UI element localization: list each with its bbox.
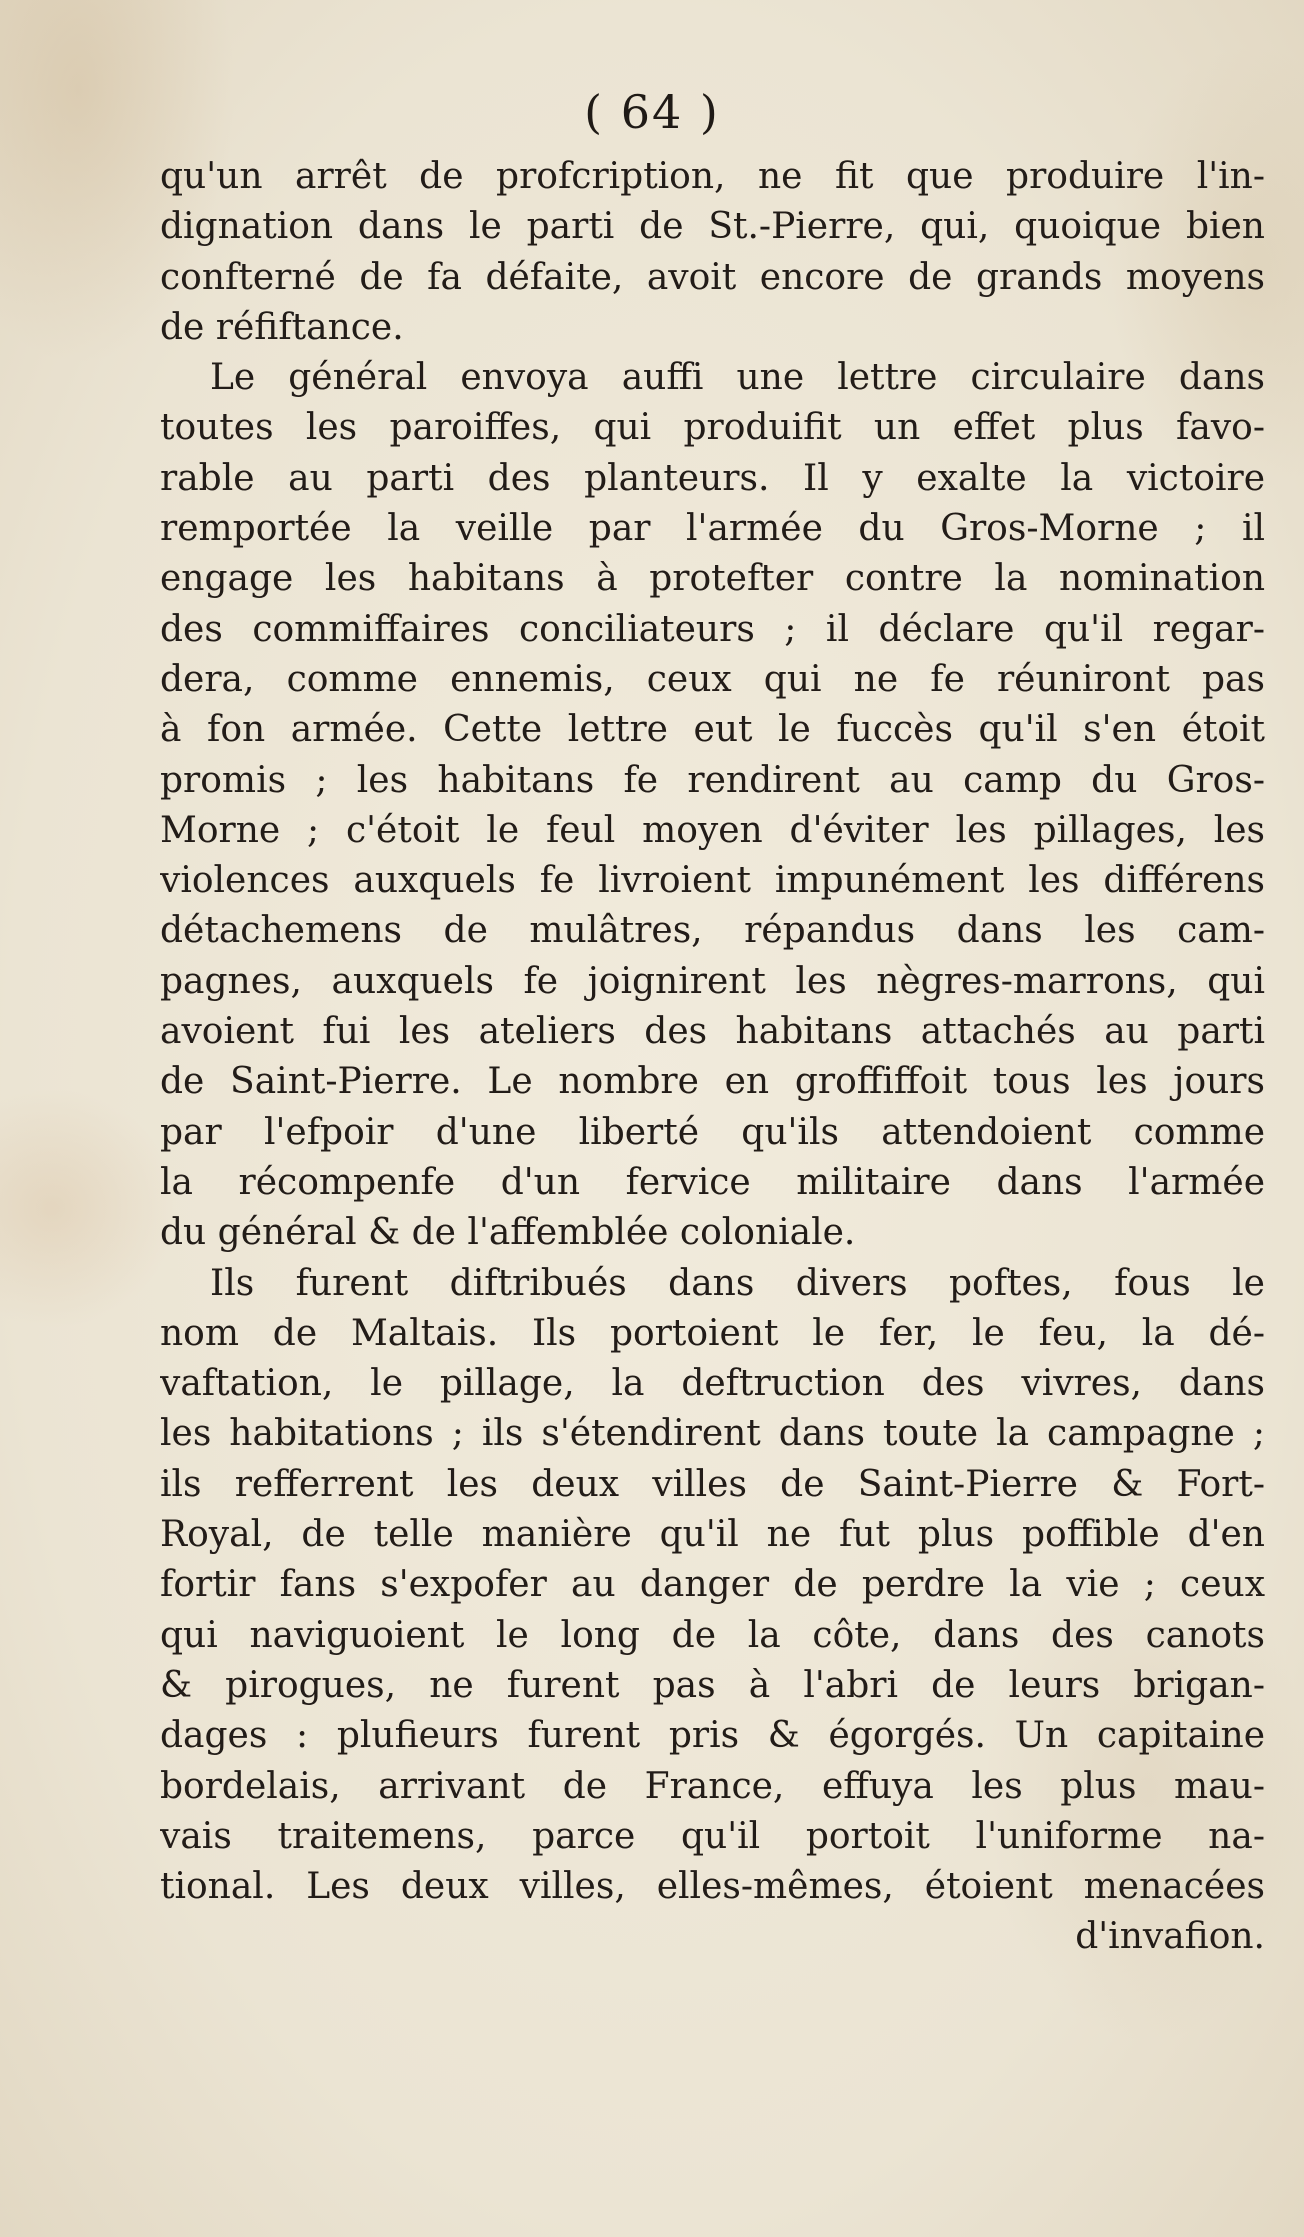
text-line: détachemens de mulâtres, répandus dans les cam- — [160, 910, 1265, 952]
text-line: de Saint-Pierre. Le nombre en groffiffoit tous les jours — [160, 1061, 1265, 1103]
paragraph-end-line: du général & de l'affemblée coloniale. — [160, 1212, 856, 1254]
paragraph-end-line: de réfiftance. — [160, 306, 404, 348]
text-line: vaftation, le pillage, la deftruction des vivres, dans — [160, 1363, 1265, 1405]
text-line: qu'un arrêt de profcription, ne fit que produire l'in- — [160, 156, 1265, 197]
text-line: confterné de fa défaite, avoit encore de grands moyens — [160, 256, 1265, 298]
text-line: Morne ; c'étoit le feul moyen d'éviter les pillages, les — [160, 809, 1265, 851]
text-line: la récompenfe d'un fervice militaire dans l'armée — [160, 1161, 1265, 1203]
text-line: rable au parti des planteurs. Il y exalte la victoire — [160, 457, 1265, 499]
text-line: toutes les paroiffes, qui produifit un effet plus favo- — [160, 407, 1265, 449]
text-line: tional. Les deux villes, elles-mêmes, étoient menacées — [160, 1866, 1265, 1908]
text-line: dignation dans le parti de St.-Pierre, qui, quoique bien — [160, 206, 1265, 248]
text-line: remportée la veille par l'armée du Gros-Morne ; il — [160, 508, 1265, 550]
text-line: fortir fans s'expofer au danger de perdre la vie ; ceux — [160, 1564, 1265, 1606]
paragraph-start-line: Le général envoya auffi une lettre circulaire dans — [210, 357, 1265, 399]
text-line: violences auxquels fe livroient impunément les différens — [160, 860, 1265, 902]
text-line: qui naviguoient le long de la côte, dans des canots — [160, 1614, 1265, 1656]
body-text — [160, 152, 1265, 1963]
text-line: par l'efpoir d'une liberté qu'ils attendoient comme — [160, 1111, 1265, 1153]
text-line: bordelais, arrivant de France, effuya les plus mau- — [160, 1765, 1265, 1807]
text-line: Royal, de telle manière qu'il ne fut plus poffible d'en — [160, 1514, 1265, 1556]
text-line: des commiffaires conciliateurs ; il déclare qu'il regar- — [160, 608, 1265, 650]
text-line: les habitations ; ils s'étendirent dans toute la campagne ; — [160, 1413, 1265, 1455]
paragraph-start-line: Ils furent diftribués dans divers poftes, fous le — [210, 1262, 1265, 1304]
text-line: avoient fui les ateliers des habitans attachés au parti — [160, 1011, 1265, 1053]
catchword-line: d'invafion. — [1075, 1916, 1265, 1958]
text-line: à fon armée. Cette lettre eut le fuccès qu'il s'en étoit — [160, 709, 1265, 751]
text-line: nom de Maltais. Ils portoient le fer, le feu, la dé- — [160, 1312, 1265, 1354]
page-number: ( 64 ) — [584, 85, 720, 139]
text-line: dages : plufieurs furent pris & égorgés. Un capitaine — [160, 1715, 1265, 1757]
text-line: & pirogues, ne furent pas à l'abri de leurs brigan- — [160, 1664, 1265, 1706]
text-line: promis ; les habitans fe rendirent au camp du Gros- — [160, 759, 1265, 801]
text-line: vais traitemens, parce qu'il portoit l'uniforme na- — [160, 1815, 1265, 1857]
text-line: pagnes, auxquels fe joignirent les nègres-marrons, qui — [160, 960, 1265, 1002]
text-line: engage les habitans à protefter contre la nomination — [160, 558, 1265, 600]
text-line: ils refferrent les deux villes de Saint-Pierre & Fort- — [160, 1463, 1265, 1505]
text-line: dera, comme ennemis, ceux qui ne fe réuniront pas — [160, 658, 1265, 700]
